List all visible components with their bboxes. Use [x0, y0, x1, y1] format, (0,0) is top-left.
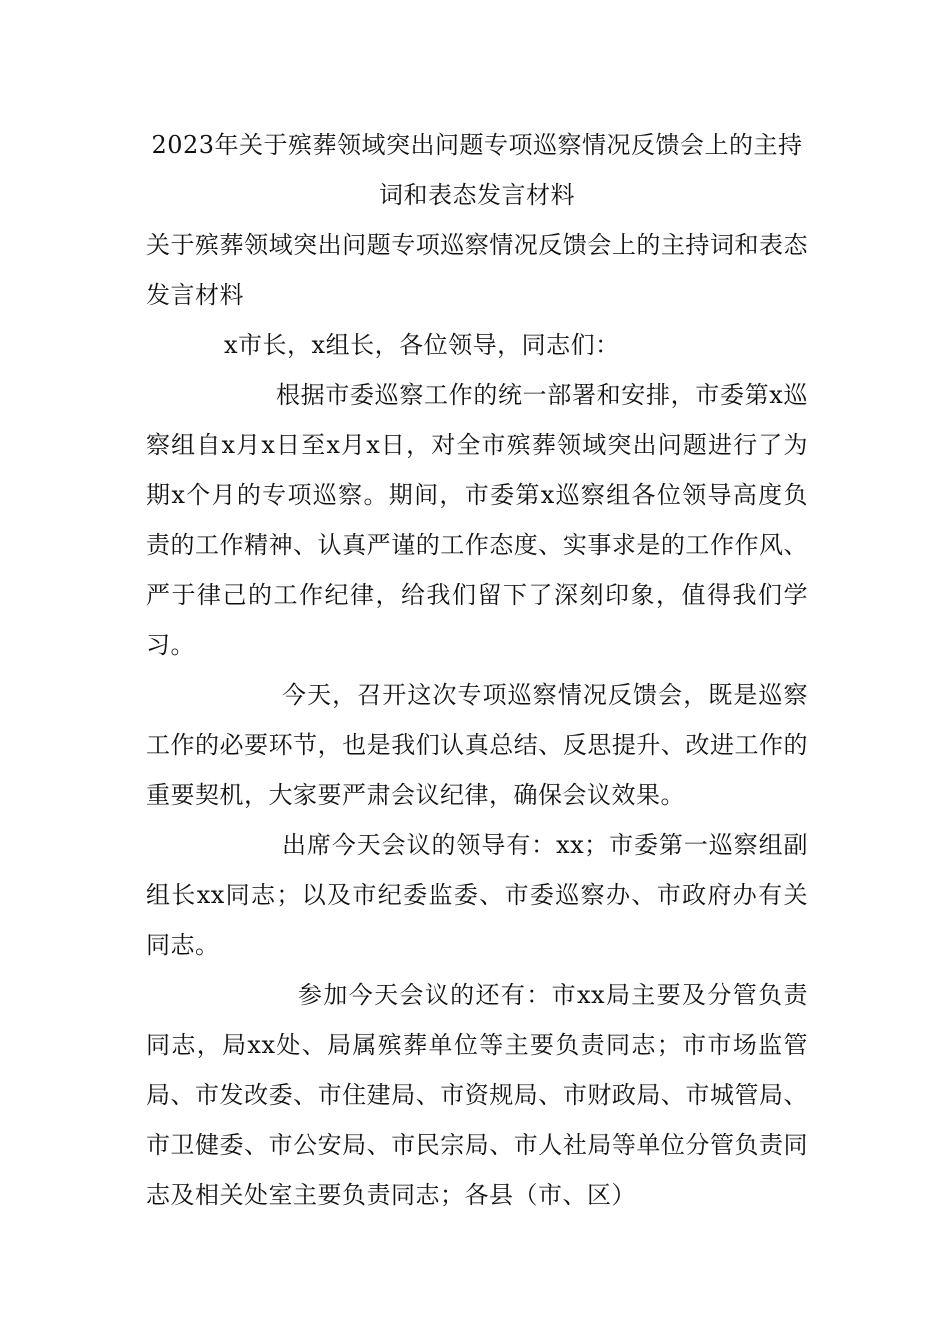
greeting: x市长，x组长，各位领导，同志们： [224, 331, 620, 359]
paragraph-3: 出席今天会议的领导有：xx；市委第一巡察组副组长xx同志；以及市纪委监委、市委巡察办、市政府办有关同志。 [146, 831, 808, 959]
paragraph-4: 参加今天会议的还有：市xx局主要及分管负责同志，局xx处、局属殡葬单位等主要负责同志；市市场监管局、市发改委、市住建局、市资规局、市财政局、市城管局、市卫健委、市公安局、市民宗局、市人社局等单位分管负责同志及相关处室主要负责同志；各县（市、区） [146, 981, 808, 1209]
document-title: 2023年关于殡葬领域突出问题专项巡察情况反馈会上的主持词和表态发言材料 [151, 131, 803, 209]
document-page [146, 120, 808, 1220]
paragraph-1: 根据市委巡察工作的统一部署和安排，市委第x巡察组自x月x日至x月x日，对全市殡葬领域突出问题进行了为期x个月的专项巡察。期间，市委第x巡察组各位领导高度负责的工作精神、认真严谨的工作态度、实事求是的工作作风、严于律己的工作纪律，给我们留下了深刻印象，值得我们学习。 [146, 381, 808, 659]
paragraph-2: 今天，召开这次专项巡察情况反馈会，既是巡察工作的必要环节，也是我们认真总结、反思提升、改进工作的重要契机，大家要严肃会议纪律，确保会议效果。 [146, 681, 808, 809]
document-subtitle: 关于殡葬领域突出问题专项巡察情况反馈会上的主持词和表态发言材料 [146, 231, 808, 309]
